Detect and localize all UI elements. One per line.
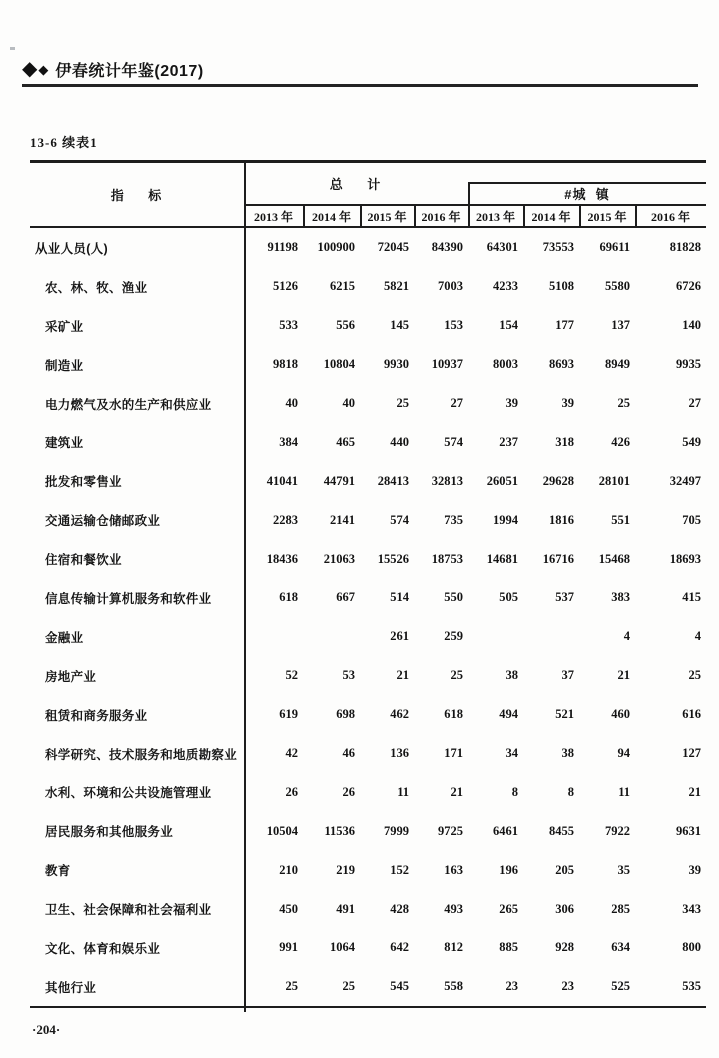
cell-value: 5580 xyxy=(605,279,630,294)
cell-value: 237 xyxy=(499,434,518,449)
cell-value: 556 xyxy=(336,318,355,333)
cell-value: 521 xyxy=(555,707,574,722)
cell-value: 1816 xyxy=(549,512,574,527)
diamond-icon-small: ◆ xyxy=(38,61,49,77)
cell-value: 415 xyxy=(682,590,701,605)
cell-value: 26051 xyxy=(486,473,518,488)
cell-value: 26 xyxy=(342,784,355,799)
cell-value: 21 xyxy=(617,668,630,683)
cell-value: 39 xyxy=(561,396,574,410)
cell-value: 25 xyxy=(396,396,409,410)
cell-value: 991 xyxy=(279,940,298,955)
cell-value: 40 xyxy=(285,396,298,410)
cell-value: 27 xyxy=(688,396,701,410)
table-row xyxy=(30,695,706,734)
cell-value: 618 xyxy=(279,590,298,605)
cell-value: 25 xyxy=(342,979,355,994)
cell-value: 100900 xyxy=(317,240,355,255)
cell-value: 137 xyxy=(611,318,630,333)
cell-value: 28101 xyxy=(598,473,630,488)
stub-header: 指 标 xyxy=(110,187,164,203)
table-row xyxy=(30,423,706,462)
cell-value: 1994 xyxy=(493,512,518,527)
group-header-total: 总 计 xyxy=(329,176,383,192)
cell-value: 493 xyxy=(444,901,463,916)
table-bottom-border xyxy=(30,1006,706,1008)
cell-value: 210 xyxy=(279,862,298,877)
cell-value: 535 xyxy=(682,979,701,994)
table-row xyxy=(30,462,706,501)
row-label: 批发和零售业 xyxy=(45,475,122,490)
cell-value: 574 xyxy=(390,512,409,527)
cell-value: 705 xyxy=(682,512,701,527)
cell-value: 2141 xyxy=(330,512,355,527)
table-row xyxy=(30,967,706,1006)
cell-value: 21 xyxy=(396,668,409,683)
cell-value: 7999 xyxy=(384,823,409,838)
row-label: 建筑业 xyxy=(45,436,84,451)
yearbook-title: 伊春统计年鉴(2017) xyxy=(55,62,204,80)
cell-value: 5108 xyxy=(549,279,574,294)
cell-value: 2283 xyxy=(273,512,298,527)
cell-value: 11 xyxy=(397,784,409,799)
group-header-urban: #城 镇 xyxy=(564,187,610,202)
cell-value: 52 xyxy=(285,668,298,683)
cell-value: 9725 xyxy=(438,823,463,838)
cell-value: 15468 xyxy=(598,551,630,566)
cell-value: 69611 xyxy=(599,240,630,255)
diamond-icon-large: ◆ xyxy=(22,58,38,80)
row-label: 采矿业 xyxy=(45,319,84,334)
cell-value: 18753 xyxy=(431,551,463,566)
table-number-label: 13-6 续表1 xyxy=(30,135,98,150)
cell-value: 16716 xyxy=(542,551,574,566)
cell-value: 8 xyxy=(567,784,574,799)
cell-value: 928 xyxy=(555,940,574,955)
cell-value: 465 xyxy=(336,434,355,449)
cell-value: 152 xyxy=(390,862,409,877)
table-row xyxy=(30,734,706,773)
cell-value: 494 xyxy=(499,707,518,722)
masthead-rule xyxy=(22,84,698,87)
year-header: 2016 年 xyxy=(650,209,690,224)
cell-value: 9631 xyxy=(676,823,701,838)
cell-value: 698 xyxy=(336,707,355,722)
scan-artifact xyxy=(10,47,15,50)
cell-value: 10504 xyxy=(266,823,298,838)
row-label: 教育 xyxy=(45,864,71,879)
cell-value: 23 xyxy=(505,979,518,994)
cell-value: 537 xyxy=(555,590,574,605)
cell-value: 9930 xyxy=(384,357,409,372)
cell-value: 23 xyxy=(561,979,574,994)
cell-value: 18693 xyxy=(669,551,701,566)
table-row xyxy=(30,929,706,968)
row-label: 科学研究、技术服务和地质勘察业 xyxy=(45,747,238,762)
table-row xyxy=(30,579,706,618)
row-label: 农、林、牧、渔业 xyxy=(45,280,148,295)
cell-value: 265 xyxy=(499,901,518,916)
cell-value: 558 xyxy=(444,979,463,994)
row-label: 房地产业 xyxy=(45,669,97,684)
cell-value: 28413 xyxy=(377,473,409,488)
cell-value: 6215 xyxy=(330,279,355,294)
cell-value: 383 xyxy=(611,590,630,605)
cell-value: 64301 xyxy=(486,240,518,255)
statistics-table xyxy=(30,160,706,1014)
cell-value: 551 xyxy=(611,512,630,527)
table-row xyxy=(30,345,706,384)
cell-value: 35 xyxy=(617,862,630,877)
cell-value: 491 xyxy=(336,901,355,916)
row-label: 租赁和商务服务业 xyxy=(45,708,148,723)
cell-value: 136 xyxy=(390,746,409,761)
table-row xyxy=(30,384,706,423)
cell-value: 8455 xyxy=(549,823,574,838)
cell-value: 549 xyxy=(682,434,701,449)
cell-value: 618 xyxy=(444,707,463,722)
cell-value: 145 xyxy=(390,318,409,333)
row-label: 水利、环境和公共设施管理业 xyxy=(45,786,212,801)
cell-value: 38 xyxy=(561,746,574,761)
row-label: 从业人员(人) xyxy=(35,241,108,256)
year-header: 2014 年 xyxy=(311,209,351,224)
cell-value: 318 xyxy=(555,434,574,449)
cell-value: 27 xyxy=(450,396,463,410)
cell-value: 261 xyxy=(390,629,409,644)
row-label: 文化、体育和娱乐业 xyxy=(45,941,161,956)
year-header: 2014 年 xyxy=(531,209,571,224)
cell-value: 5126 xyxy=(273,279,298,294)
cell-value: 42 xyxy=(285,746,298,761)
cell-value: 11536 xyxy=(324,823,355,838)
cell-value: 14681 xyxy=(486,551,518,566)
cell-value: 171 xyxy=(444,746,463,761)
cell-value: 1064 xyxy=(330,940,355,955)
cell-value: 642 xyxy=(390,940,409,955)
cell-value: 91198 xyxy=(267,240,298,255)
cell-value: 6461 xyxy=(493,823,518,838)
table-row xyxy=(30,773,706,812)
cell-value: 616 xyxy=(682,707,701,722)
cell-value: 163 xyxy=(444,862,463,877)
table-row xyxy=(30,890,706,929)
cell-value: 634 xyxy=(611,940,630,955)
table-body xyxy=(30,229,706,1007)
cell-value: 384 xyxy=(279,434,298,449)
cell-value: 39 xyxy=(688,862,701,877)
cell-value: 450 xyxy=(279,901,298,916)
row-label: 金融业 xyxy=(45,630,84,645)
cell-value: 46 xyxy=(342,746,355,761)
cell-value: 440 xyxy=(390,434,409,449)
cell-value: 44791 xyxy=(323,473,355,488)
year-header: 2013 年 xyxy=(253,209,293,224)
year-header: 2013 年 xyxy=(475,209,515,224)
cell-value: 7003 xyxy=(438,279,463,294)
row-label: 交通运输仓储邮政业 xyxy=(45,514,161,529)
year-header: 2015 年 xyxy=(367,209,407,224)
cell-value: 7922 xyxy=(605,823,630,838)
cell-value: 285 xyxy=(611,901,630,916)
cell-value: 34 xyxy=(505,746,518,761)
cell-value: 9935 xyxy=(676,357,701,372)
cell-value: 37 xyxy=(561,668,574,683)
year-header: 2016 年 xyxy=(421,209,461,224)
cell-value: 84390 xyxy=(431,240,463,255)
cell-value: 259 xyxy=(444,629,463,644)
cell-value: 8003 xyxy=(493,357,518,372)
cell-value: 10937 xyxy=(431,357,463,372)
cell-value: 9818 xyxy=(273,357,298,372)
row-label: 电力燃气及水的生产和供应业 xyxy=(45,397,212,412)
table-row xyxy=(30,656,706,695)
row-label: 其他行业 xyxy=(45,980,97,995)
cell-value: 812 xyxy=(444,940,463,955)
cell-value: 550 xyxy=(444,590,463,605)
cell-value: 525 xyxy=(611,979,630,994)
cell-value: 11 xyxy=(618,784,630,799)
cell-value: 26 xyxy=(285,784,298,799)
cell-value: 153 xyxy=(444,318,463,333)
table-row xyxy=(30,851,706,890)
cell-value: 205 xyxy=(555,862,574,877)
cell-value: 25 xyxy=(285,979,298,994)
cell-value: 428 xyxy=(390,901,409,916)
table-row xyxy=(30,306,706,345)
cell-value: 4 xyxy=(623,629,630,644)
row-label: 住宿和餐饮业 xyxy=(45,553,122,568)
cell-value: 343 xyxy=(682,901,701,916)
year-header: 2015 年 xyxy=(587,209,627,224)
cell-value: 38 xyxy=(505,668,518,683)
cell-value: 127 xyxy=(682,746,701,761)
cell-value: 460 xyxy=(611,707,630,722)
cell-value: 619 xyxy=(279,707,298,722)
table-row xyxy=(30,812,706,851)
cell-value: 800 xyxy=(682,940,701,955)
cell-value: 73553 xyxy=(542,240,574,255)
cell-value: 10804 xyxy=(323,357,355,372)
cell-value: 545 xyxy=(390,979,409,994)
row-label: 卫生、社会保障和社会福利业 xyxy=(45,903,212,918)
cell-value: 32497 xyxy=(669,473,701,488)
table-row xyxy=(30,229,706,268)
cell-value: 735 xyxy=(444,512,463,527)
cell-value: 426 xyxy=(611,434,630,449)
masthead xyxy=(22,56,204,82)
cell-value: 25 xyxy=(450,668,463,683)
cell-value: 18436 xyxy=(266,551,298,566)
cell-value: 667 xyxy=(336,590,355,605)
cell-value: 5821 xyxy=(384,279,409,294)
cell-value: 21063 xyxy=(323,551,355,566)
cell-value: 21 xyxy=(688,784,701,799)
cell-value: 140 xyxy=(682,318,701,333)
cell-value: 4 xyxy=(694,629,701,644)
row-label: 信息传输计算机服务和软件业 xyxy=(45,591,212,606)
cell-value: 21 xyxy=(450,784,463,799)
table-row xyxy=(30,501,706,540)
cell-value: 505 xyxy=(499,590,518,605)
table-row xyxy=(30,540,706,579)
table-row xyxy=(30,267,706,306)
table-row xyxy=(30,617,706,656)
cell-value: 574 xyxy=(444,434,463,449)
cell-value: 8949 xyxy=(605,357,630,372)
cell-value: 15526 xyxy=(377,551,409,566)
cell-value: 25 xyxy=(617,396,630,410)
cell-value: 4233 xyxy=(493,279,518,294)
cell-value: 6726 xyxy=(676,279,701,294)
row-label: 制造业 xyxy=(45,358,84,373)
cell-value: 40 xyxy=(342,396,355,410)
cell-value: 219 xyxy=(336,862,355,877)
cell-value: 177 xyxy=(555,318,574,333)
cell-value: 533 xyxy=(279,318,298,333)
cell-value: 29628 xyxy=(542,473,574,488)
row-label: 居民服务和其他服务业 xyxy=(45,825,174,840)
cell-value: 885 xyxy=(499,940,518,955)
cell-value: 94 xyxy=(617,746,630,761)
page-number: ·204· xyxy=(32,1022,61,1037)
cell-value: 154 xyxy=(499,318,518,333)
cell-value: 196 xyxy=(499,862,518,877)
cell-value: 462 xyxy=(390,707,409,722)
cell-value: 8 xyxy=(511,784,518,799)
cell-value: 72045 xyxy=(377,240,409,255)
cell-value: 8693 xyxy=(549,357,574,372)
cell-value: 53 xyxy=(342,668,355,683)
cell-value: 514 xyxy=(390,590,409,605)
cell-value: 306 xyxy=(555,901,574,916)
cell-value: 39 xyxy=(505,396,518,410)
cell-value: 81828 xyxy=(669,240,701,255)
cell-value: 25 xyxy=(688,668,701,683)
cell-value: 32813 xyxy=(431,473,463,488)
cell-value: 41041 xyxy=(266,473,298,488)
